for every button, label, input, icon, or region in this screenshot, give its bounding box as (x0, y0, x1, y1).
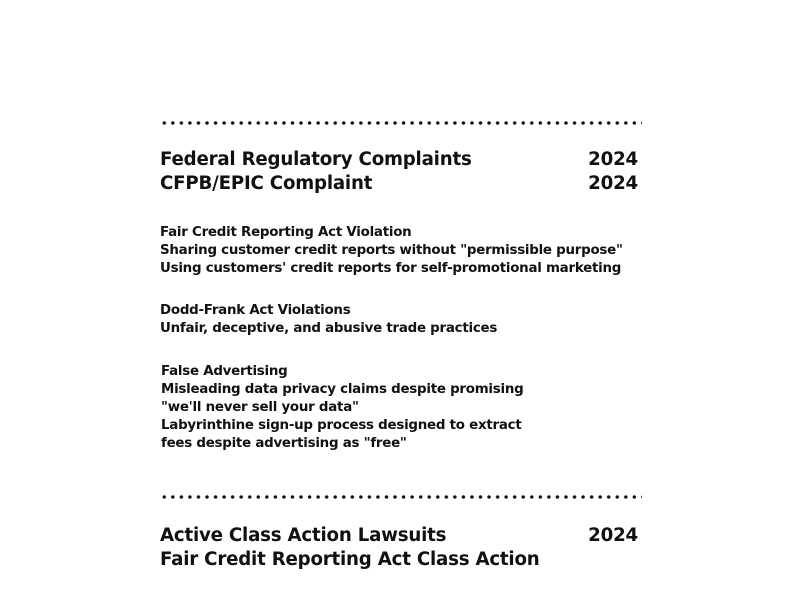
section2-subtitle: Fair Credit Reporting Act Class Action (160, 549, 540, 570)
section-title-year: 2024 (588, 149, 638, 170)
section2-title-year: 2024 (588, 525, 638, 546)
section-subtitle: CFPB/EPIC Complaint (160, 173, 373, 194)
section2-title: Active Class Action Lawsuits (160, 525, 447, 546)
violation-detail: Labyrinthine sign-up process designed to extract (161, 418, 522, 433)
violation-detail: Sharing customer credit reports without "permissible purpose" (160, 243, 623, 258)
section-subtitle-year: 2024 (588, 173, 638, 194)
section-title-row (160, 148, 638, 172)
section-divider-top (160, 120, 642, 126)
section-title: Federal Regulatory Complaints (160, 149, 472, 170)
violation-detail: Using customers' credit reports for self-promotional marketing (160, 261, 622, 276)
violation-detail: Misleading data privacy claims despite promising (161, 382, 524, 397)
section2-title-row (160, 524, 638, 548)
violation-heading: False Advertising (161, 364, 288, 379)
violation-group-false-advertising (161, 363, 523, 453)
violation-heading: Dodd-Frank Act Violations (160, 303, 351, 318)
section2-subtitle-row (160, 548, 638, 572)
violation-heading: Fair Credit Reporting Act Violation (160, 225, 412, 240)
section-subtitle-row (160, 172, 638, 196)
violation-detail: fees despite advertising as "free" (161, 436, 407, 451)
violation-detail: Unfair, deceptive, and abusive trade practices (160, 321, 498, 336)
violation-group-fcra (160, 224, 623, 278)
section-divider-middle (160, 494, 642, 500)
violation-detail: "we'll never sell your data" (161, 400, 359, 415)
violation-group-dodd-frank (160, 302, 497, 338)
